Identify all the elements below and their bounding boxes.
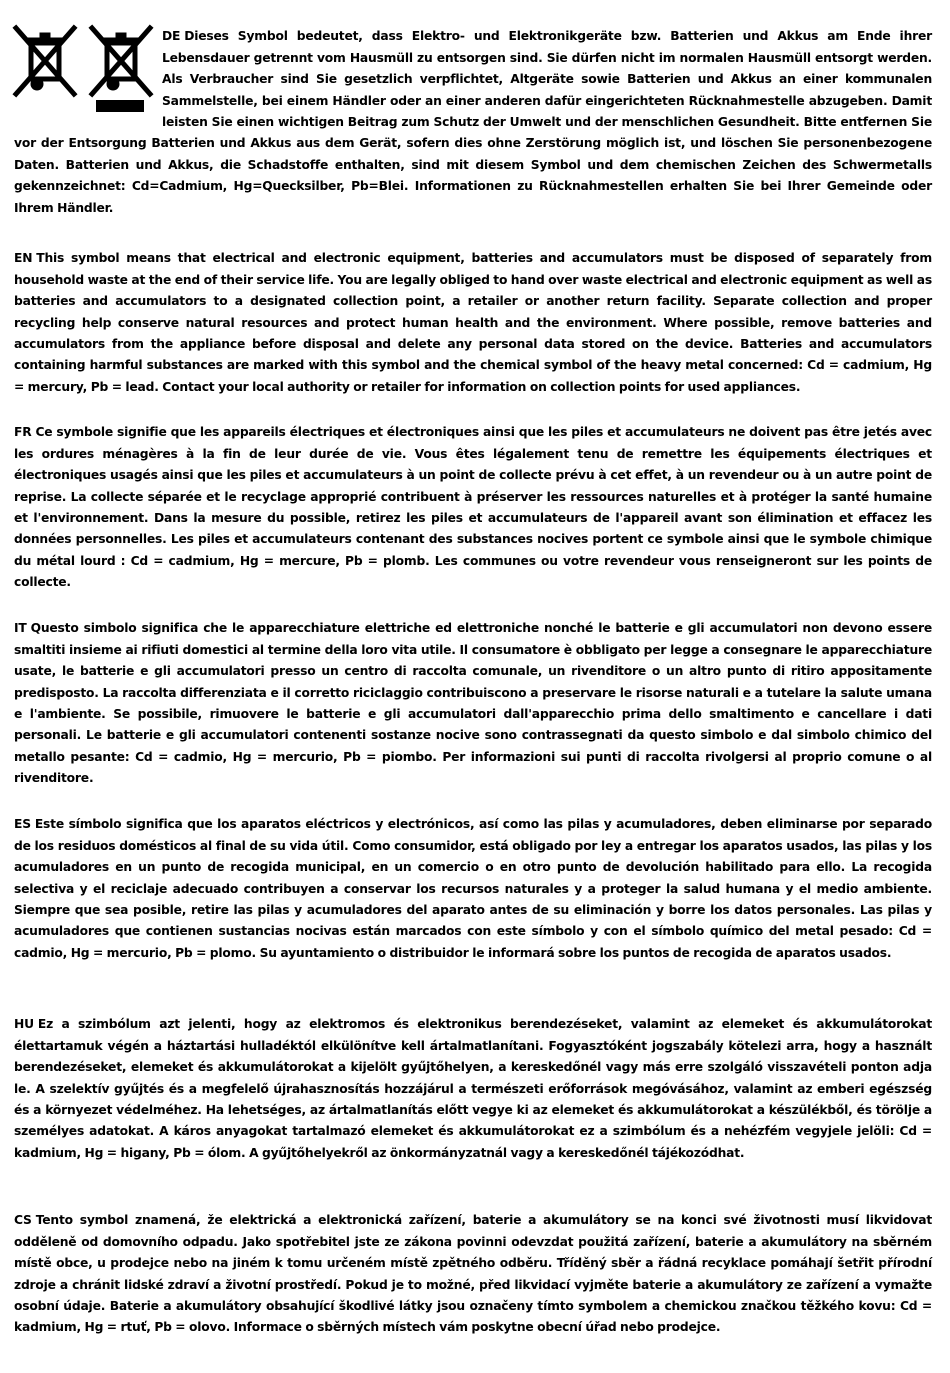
notice-paragraph-es — [14, 814, 932, 964]
language-code: ES — [14, 817, 31, 832]
language-code: CS — [14, 1213, 32, 1228]
icon-spacer — [14, 26, 162, 118]
paragraph-text: Tento symbol znamená, že elektrická a elektronická zařízení, baterie a akumulátory se na konci své životnosti musí likvidovat odděleně od domovního odpadu. Jako spotřebitel jste ze zákona povinni odevzdat použitá zařízení, baterie a akumulátory na sběrném místě obce, u prodejce nebo na jiném k tomu určeném místě zpětného odběru. Tříděný sběr a řádná recyklace pomáhají šetřit přírodní zdroje a chránit lidské zdraví a životní prostředí. Pokud je to možné, před likvidací vyjměte baterie a akumulátory ze zařízení a vymažte osobní údaje. Baterie a akumulátory obsahující škodlivé látky jsou označeny tímto symbolem a chemickou značkou těžkého kovu: Cd = kadmium, Hg = rtuť, Pb = olovo. Informace o sběrných místech vám poskytne obecní úřad nebo prodejce. — [14, 1213, 932, 1335]
language-code: DE — [162, 29, 181, 44]
paragraph-text: Ce symbole signifie que les appareils électriques et électroniques ainsi que les piles et accumulateurs ne doivent pas être jetés avec les ordures ménagères à la fin de leur durée de vie. Vous êtes légalement tenu de remettre les équipements électriques et électroniques usagés ainsi que les piles et accumulateurs à un point de collecte prévu à cet effet, à un revendeur ou à un autre point de reprise. La collecte séparée et le recyclage approprié contribuent à préserver les ressources naturelles et à protéger la santé humaine et l'environnement. Dans la mesure du possible, retirez les piles et accumulateurs de l'appareil avant son élimination et effacez les données personnelles. Les piles et accumulateurs contenant des substances nocives portent ce symbole ainsi que le symbole chimique du métal lourd : Cd = cadmium, Hg = mercure, Pb = plomb. Les communes ou votre revendeur vous renseigneront sur les points de collecte. — [14, 425, 932, 590]
notice-paragraph-en — [14, 248, 932, 398]
notice-paragraph-de — [14, 26, 932, 219]
notice-paragraph-fr — [14, 422, 932, 593]
paragraph-text: This symbol means that electrical and electronic equipment, batteries and accumulators must be disposed of separately from household waste at the end of their service life. You are legally obliged to hand over waste electrical and electronic equipment as well as batteries and accumulators to a designated collection point, a retailer or another return facility. Separate collection and proper recycling help conserve natural resources and protect human health and the environment. Where possible, remove batteries and accumulators from the appliance before disposal and delete any personal data stored on the device. Batteries and accumulators containing harmful substances are marked with this symbol and the chemical symbol of the heavy metal concerned: Cd = cadmium, Hg = mercury, Pb = lead. Contact your local authority or retailer for information on collection points for used appliances. — [14, 251, 932, 394]
language-code: FR — [14, 425, 32, 440]
language-code: EN — [14, 251, 33, 266]
language-code: IT — [14, 621, 27, 636]
notice-paragraph-cs — [14, 1210, 932, 1338]
notice-paragraph-it — [14, 618, 932, 789]
paragraph-text: Questo simbolo significa che le apparecchiature elettriche ed elettroniche nonché le batterie e gli accumulatori non devono essere smaltiti insieme ai rifiuti domestici al termine della loro vita utile. Il consumatore è obbligato per legge a consegnare le apparecchiature usate, le batterie e gli accumulatori presso un centro di raccolta comunale, un rivenditore o un altro punto di ritiro appositamente predisposto. La raccolta differenziata e il corretto riciclaggio contribuiscono a preservare le risorse naturali e a tutelare la salute umana e l'ambiente. Se possibile, rimuovere le batterie e gli accumulatori dall'apparecchio prima dello smaltimento e cancellare i dati personali. Le batterie e gli accumulatori contenenti sostanze nocive sono contrassegnati da questo simbolo e dal simbolo chimico del metallo pesante: Cd = cadmio, Hg = mercurio, Pb = piombo. Per informazioni sui punti di raccolta rivolgersi al proprio comune o al rivenditore. — [14, 621, 932, 786]
paragraph-text: Dieses Symbol bedeutet, dass Elektro- und Elektronikgeräte bzw. Batterien und Akkus am Ende ihrer Lebensdauer getrennt vom Hausmüll zu entsorgen sind. Sie dürfen nicht im normalen Hausmüll entsorgt werden. Als Verbraucher sind Sie gesetzlich verpflichtet, Altgeräte sowie Batterien und Akkus an einer kommunalen Sammelstelle, bei einem Händler oder an einer anderen dafür eingerichteten Rücknahmestelle abzugeben. Damit leisten Sie einen wichtigen Beitrag zum Schutz der Umwelt und der menschlichen Gesundheit. Bitte entfernen Sie vor der Entsorgung Batterien und Akkus aus dem Gerät, sofern dies ohne Zerstörung möglich ist, und löschen Sie personenbezogene Daten. Batterien und Akkus, die Schadstoffe enthalten, sind mit diesem Symbol und dem chemischen Zeichen des Schwermetalls gekennzeichnet: Cd=Cadmium, Hg=Quecksilber, Pb=Blei. Informationen zu Rücknahmestellen erhalten Sie bei Ihrer Gemeinde oder Ihrem Händler. — [14, 29, 932, 215]
notice-paragraph-hu — [14, 1014, 932, 1164]
paragraph-text: Este símbolo significa que los aparatos eléctricos y electrónicos, así como las pilas y acumuladores, deben eliminarse por separado de los residuos domésticos al final de su vida útil. Como consumidor, está obligado por ley a entregar los aparatos usados, las pilas y los acumuladores en un punto de recogida municipal, en un comercio o en otro punto de devolución habilitado para ello. La recogida selectiva y el reciclaje adecuado contribuyen a conservar los recursos naturales y a proteger la salud humana y el medio ambiente. Siempre que sea posible, retire las pilas y acumuladores del aparato antes de su eliminación y borre los datos personales. Las pilas y acumuladores que contienen sustancias nocivas están marcados con este símbolo y con el símbolo químico del metal pesado: Cd = cadmio, Hg = mercurio, Pb = plomo. Su ayuntamiento o distribuidor le informará sobre los puntos de recogida de aparatos usados. — [14, 817, 932, 960]
paragraph-text: Ez a szimbólum azt jelenti, hogy az elektromos és elektronikus berendezéseket, valamint az elemeket és akkumulátorokat élettartamuk végén a háztartási hulladéktól elkülönítve kell ártalmatlanítani. Fogyasztóként jogszabály kötelezi arra, hogy a használt berendezéseket, elemeket és akkumulátorokat a kijelölt gyűjtőhelyen, a kereskedőnél vagy más erre szolgáló visszavételi ponton adja le. A szelektív gyűjtés és a megfelelő újrahasznosítás hozzájárul a természeti erőforrások megóvásához, valamint az emberi egészség és a környezet védelméhez. Ha lehetséges, az ártalmatlanítás előtt vegye ki az elemeket és akkumulátorokat a készülékből, és törölje a személyes adatokat. A káros anyagokat tartalmazó elemeket és akkumulátorokat ez a szimbólum és a nehézfém vegyjele jelöli: Cd = kadmium, Hg = higany, Pb = ólom. A gyűjtőhelyekről az önkormányzatnál vagy a kereskedőnél tájékozódhat. — [14, 1017, 932, 1160]
language-code: HU — [14, 1017, 34, 1032]
